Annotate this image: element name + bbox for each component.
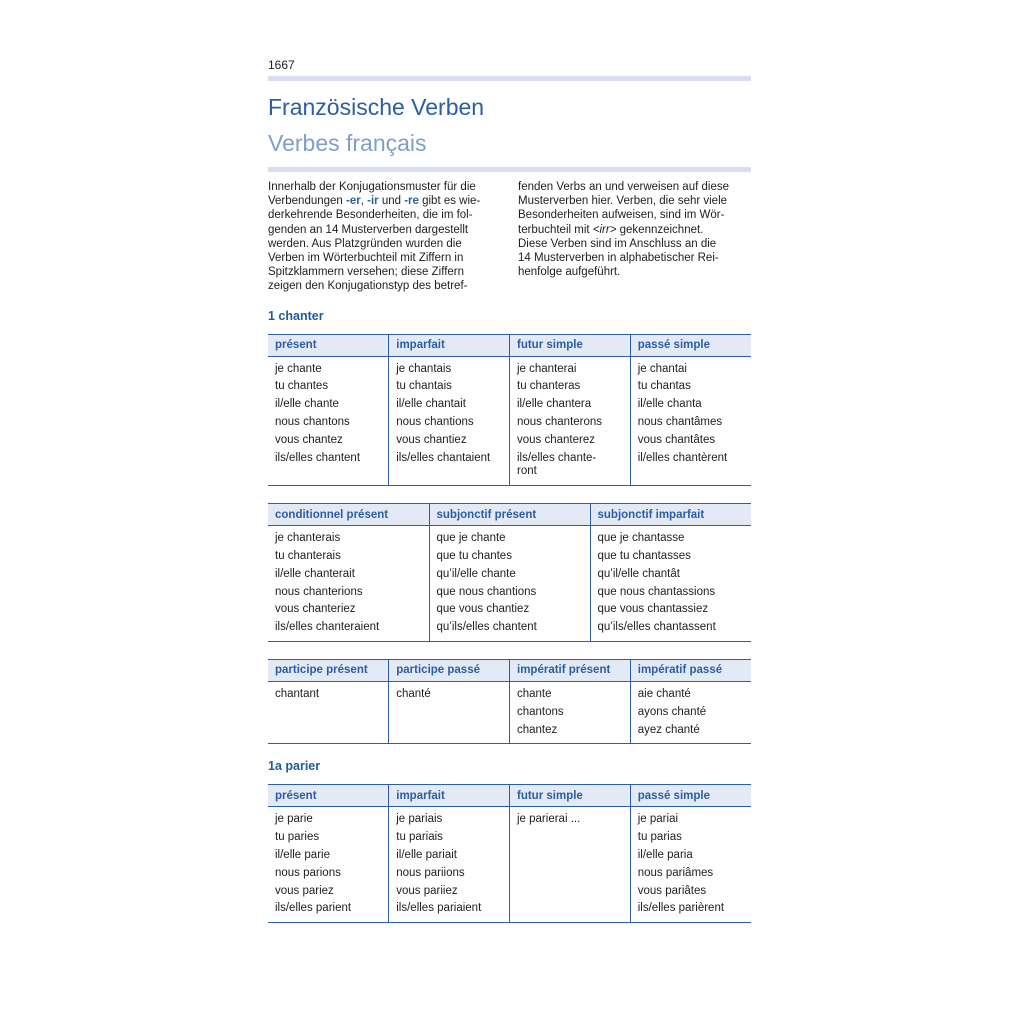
conjugation-form: nous chantions: [396, 416, 474, 429]
conjugation-form: chanté: [396, 687, 431, 700]
page-title-german: Französische Verben: [268, 94, 485, 120]
ending-ir: -ir: [367, 195, 379, 208]
table-cell: [268, 356, 389, 486]
intro-line: Verbendungen -er, -ir und -re gibt es wie-: [268, 195, 481, 208]
conjugation-form: je chantai: [637, 362, 687, 375]
conjugation-form: ils/elles chantaient: [396, 451, 491, 464]
conjugation-form: nous chantons: [275, 416, 350, 429]
conjugation-form: vous chantiez: [396, 433, 467, 446]
table-row: [268, 807, 751, 923]
conjugation-form: qu’ils/elles chantassent: [597, 621, 716, 634]
conjugation-form: vous pariez: [275, 884, 334, 897]
conjugation-form: il/elle chantait: [396, 398, 466, 411]
conjugation-form: vous chanterez: [517, 433, 595, 446]
intro-line: genden an 14 Musterverben dargestellt: [268, 223, 469, 236]
table-header-row: [268, 659, 751, 681]
conjugation-form: il/elle pariait: [396, 848, 457, 861]
intro-line: terbuchteil mit <irr> gekennzeichnet.: [518, 223, 704, 236]
conjugation-form: que tu chantasses: [597, 550, 691, 562]
verb-sections: [268, 308, 751, 924]
conjugation-form: que je chante: [436, 532, 506, 545]
column-header: impératif présent: [510, 659, 631, 681]
conjugation-table: [268, 334, 751, 487]
conjugation-form: nous pariions: [396, 866, 465, 879]
title-rule: [268, 167, 751, 172]
column-header: présent: [268, 785, 389, 807]
conjugation-form: que vous chantassiez: [597, 603, 709, 616]
conjugation-form: je chantais: [396, 362, 452, 375]
page-title-french: Verbes français: [268, 130, 427, 156]
column-header: futur simple: [510, 334, 631, 356]
conjugation-form: il/elle chanterait: [275, 567, 355, 580]
conjugation-form: que vous chantiez: [436, 603, 530, 616]
table-header-row: [268, 785, 751, 807]
column-header: imparfait: [389, 334, 510, 356]
column-header: impératif passé: [630, 659, 751, 681]
conjugation-form: qu’ils/elles chantent: [436, 621, 537, 634]
intro-line: fenden Verbs an und verweisen auf diese: [518, 181, 729, 193]
intro-line: Innerhalb der Konjugationsmuster für die: [268, 181, 476, 193]
ending-er: -er: [346, 195, 361, 208]
conjugation-form: il/elle chante: [275, 398, 339, 411]
conjugation-form: chantant: [275, 687, 320, 700]
table-cell: [389, 356, 510, 486]
conjugation-form: tu paries: [275, 831, 320, 844]
conjugation-form: vous pariiez: [396, 884, 458, 897]
table-header-row: [268, 334, 751, 356]
conjugation-form: que tu chantes: [436, 550, 512, 562]
column-header: présent: [268, 334, 389, 356]
conjugation-form: ayons chanté: [637, 705, 707, 718]
conjugation-form: qu’il/elle chantât: [597, 567, 680, 580]
conjugation-form: chantons: [517, 705, 564, 718]
conjugation-form: vous chantez: [275, 433, 343, 446]
conjugation-form: nous chanterons: [517, 416, 603, 429]
conjugation-form: qu’il/elle chante: [436, 567, 516, 580]
conjugation-form: tu chantais: [396, 380, 452, 393]
conjugation-form: il/elle parie: [275, 848, 330, 861]
intro-line: Diese Verben sind im Anschluss an die: [518, 237, 717, 250]
top-rule: [268, 76, 751, 81]
intro-line: Spitzklammern versehen; diese Ziffern: [268, 266, 465, 279]
table-cell: [630, 807, 751, 923]
table-cell: [268, 681, 389, 743]
conjugation-form: je parierai ...: [517, 813, 581, 826]
table-row: [268, 681, 751, 743]
intro-line: 14 Musterverben in alphabetischer Rei-: [518, 252, 719, 265]
table-cell: [429, 526, 590, 642]
table-cell: [510, 356, 631, 486]
intro-line: zeigen den Konjugationstyp des betref-: [268, 280, 468, 293]
table-header-row: [268, 504, 751, 526]
column-header: participe passé: [389, 659, 510, 681]
intro-column-2: [518, 180, 751, 294]
conjugation-form: tu chanteras: [517, 380, 581, 393]
table-cell: [630, 356, 751, 486]
intro-line: Verben im Wörterbuchteil mit Ziffern in: [268, 252, 464, 265]
column-header: subjonctif présent: [429, 504, 590, 526]
verb-heading: 1a parier: [268, 759, 321, 774]
conjugation-form: ils/elles chantent: [275, 451, 361, 464]
conjugation-form: tu chantes: [275, 380, 329, 393]
conjugation-table: [268, 503, 751, 642]
conjugation-form: vous chanteriez: [275, 603, 356, 616]
conjugation-form: il/elle chantera: [517, 398, 592, 411]
intro-line: Musterverben hier. Verben, die sehr viele: [518, 195, 728, 208]
verb-heading: 1 chanter: [268, 308, 324, 323]
conjugation-form: que nous chantions: [436, 585, 537, 598]
conjugation-form: tu chanterais: [275, 550, 341, 562]
table-cell: [268, 526, 429, 642]
conjugation-form: je chanterais: [275, 532, 341, 545]
conjugation-form: il/elle chanta: [637, 398, 702, 411]
page-number: 1667: [268, 58, 295, 72]
conjugation-form: ils/elles pariaient: [396, 902, 482, 915]
conjugation-form: il/elle paria: [637, 848, 693, 861]
intro-line: Besonderheiten aufweisen, sind im Wör-: [518, 209, 725, 222]
conjugation-form: je parie: [275, 813, 313, 826]
conjugation-form: ils/elles chante-: [517, 451, 597, 464]
table-cell: [590, 526, 751, 642]
conjugation-form: tu pariais: [396, 831, 443, 844]
conjugation-form: ront: [517, 465, 537, 478]
intro-line: derkehrende Besonderheiten, die im fol-: [268, 209, 473, 222]
conjugation-form: je pariais: [396, 813, 443, 826]
table-cell: [630, 681, 751, 743]
conjugation-form: ils/elles chanteraient: [275, 621, 380, 634]
conjugation-form: chantez: [517, 723, 558, 736]
table-cell: [510, 807, 631, 923]
table-row: [268, 356, 751, 486]
conjugation-form: ils/elles parient: [275, 902, 352, 915]
table-spacer: [268, 486, 751, 503]
conjugation-form: chante: [517, 687, 552, 700]
conjugation-form: il/elles chantèrent: [637, 451, 728, 464]
intro-column-1: [268, 180, 501, 294]
conjugation-form: nous pariâmes: [637, 866, 714, 879]
table-cell: [389, 807, 510, 923]
ending-re: -re: [404, 195, 419, 208]
table-spacer: [268, 642, 751, 659]
column-header: conditionnel présent: [268, 504, 429, 526]
conjugation-form: je chanterai: [517, 362, 577, 375]
conjugation-form: je chante: [275, 362, 322, 375]
conjugation-form: ayez chanté: [637, 723, 700, 736]
dictionary-page: [268, 56, 751, 923]
conjugation-form: vous chantâtes: [637, 433, 716, 446]
column-header: futur simple: [510, 785, 631, 807]
conjugation-form: vous pariâtes: [637, 884, 707, 897]
table-cell: [268, 807, 389, 923]
conjugation-form: aie chanté: [637, 687, 691, 700]
irr-marker: <irr>: [592, 223, 617, 236]
conjugation-form: nous chantâmes: [637, 416, 723, 429]
conjugation-form: nous parions: [275, 866, 341, 879]
column-header: subjonctif imparfait: [590, 504, 751, 526]
column-header: imparfait: [389, 785, 510, 807]
intro-line: werden. Aus Platzgründen wurden die: [268, 237, 462, 250]
conjugation-form: tu parias: [637, 831, 682, 844]
intro-line: henfolge aufgeführt.: [518, 266, 621, 279]
intro-text: [268, 180, 751, 294]
table-row: [268, 526, 751, 642]
table-spacer: [268, 774, 751, 784]
table-cell: [389, 681, 510, 743]
conjugation-table: [268, 659, 751, 744]
conjugation-form: ils/elles parièrent: [637, 902, 725, 915]
table-spacer: [268, 324, 751, 334]
conjugation-form: que nous chantassions: [597, 585, 716, 598]
conjugation-table: [268, 784, 751, 923]
column-header: passé simple: [630, 785, 751, 807]
conjugation-form: nous chanterions: [275, 585, 363, 598]
conjugation-form: je pariai: [637, 813, 679, 826]
conjugation-form: que je chantasse: [597, 532, 685, 545]
column-header: passé simple: [630, 334, 751, 356]
column-header: participe présent: [268, 659, 389, 681]
table-cell: [510, 681, 631, 743]
conjugation-form: tu chantas: [637, 380, 691, 393]
